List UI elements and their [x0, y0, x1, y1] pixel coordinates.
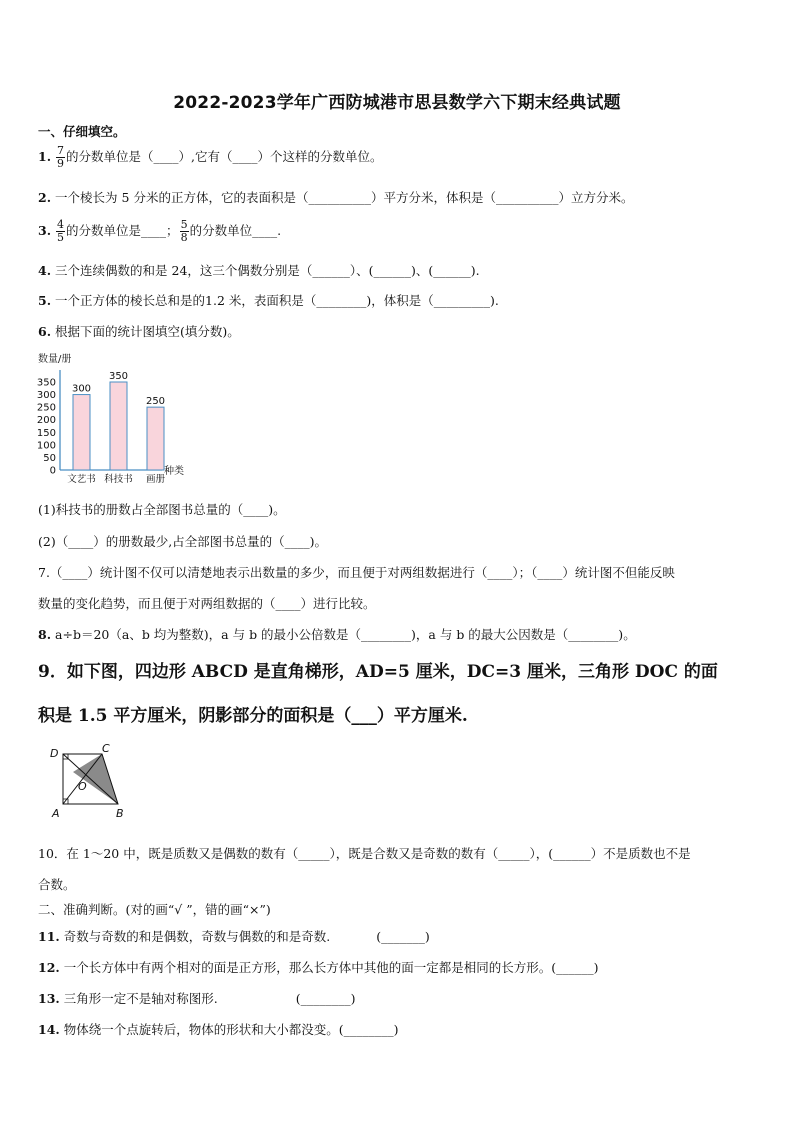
- question-text: 一个棱长为 5 分米的正方体，它的表面积是（__________）平方分米，体积是（__________）立方分米。: [55, 190, 634, 205]
- question-10-line-1: 10．在 1～20 中，既是质数又是偶数的数有（_____），既是合数又是奇数的数有（_____），(______）不是质数也不是: [38, 846, 691, 861]
- trapezoid-figure: [46, 742, 136, 822]
- chart-xlabel: 种类: [164, 466, 184, 477]
- question-9-line-1: 9．如下图，四边形 ABCD 是直角梯形，AD=5 厘米，DC=3 厘米，三角形 DOC 的面: [38, 662, 718, 682]
- y-tick-label: 0: [49, 465, 56, 477]
- bar-1: [73, 395, 90, 470]
- question-text: 奇数与奇数的和是偶数，奇数与偶数的和是奇数.: [63, 929, 331, 944]
- answer-blank: (______): [551, 960, 599, 975]
- y-tick-label: 350: [36, 377, 56, 389]
- y-tick-label: 250: [36, 402, 56, 414]
- question-number: 1.: [38, 149, 52, 164]
- y-tick-label: 100: [36, 440, 56, 452]
- answer-blank: (________): [338, 1022, 399, 1037]
- shaded-triangle: [73, 754, 118, 804]
- question-6: 6. 根据下面的统计图填空(填分数)。: [38, 324, 240, 339]
- question-6-part-2: (2)（____）的册数最少,占全部图书总量的（____)。: [38, 534, 328, 549]
- question-11: 11. 奇数与奇数的和是偶数，奇数与偶数的和是奇数. (_______): [38, 929, 430, 944]
- y-tick-label: 150: [36, 427, 56, 439]
- bar-3: [147, 407, 164, 470]
- question-7-line-1: 7.（____）统计图不仅可以清楚地表示出数量的多少，而且便于对两组数据进行（____）；（____）统计图不但能反映: [38, 565, 675, 580]
- question-text: 根据下面的统计图填空(填分数)。: [55, 324, 240, 339]
- label-o: O: [78, 780, 87, 793]
- bar-chart: [36, 348, 196, 486]
- fraction-7-9: $\frac{7}{9}$: [57, 144, 65, 170]
- question-13: 13. 三角形一定不是轴对称图形. (________): [38, 991, 356, 1006]
- label-b: B: [116, 807, 124, 820]
- label-a: A: [52, 807, 60, 820]
- y-tick-label: 300: [36, 390, 56, 402]
- answer-blank: (________): [295, 991, 356, 1006]
- bar-value-label: 300: [71, 383, 92, 395]
- question-9-line-2: 积是 1.5 平方厘米，阴影部分的面积是（___）平方厘米.: [38, 706, 468, 726]
- chart-ylabel: 数量/册: [38, 354, 72, 365]
- question-text: 三角形一定不是轴对称图形.: [63, 991, 218, 1006]
- question-text: a÷b＝20（a、b 均为整数)，a 与 b 的最小公倍数是（________)，a 与 b 的最大公因数是（________)。: [55, 627, 636, 642]
- answer-blank: (_______): [376, 929, 430, 944]
- question-text: 三个连续偶数的和是 24，这三个偶数分别是（______）、(______)、(______).: [55, 263, 480, 278]
- question-2: 2. 一个棱长为 5 分米的正方体，它的表面积是（__________）平方分米，体积是（__________）立方分米。: [38, 190, 634, 205]
- question-3: 3. $\frac{4}{5}$ 的分数单位是____； $\frac{5}{8}$ 的分数单位____.: [38, 218, 282, 244]
- category-label: 画册: [145, 474, 166, 485]
- category-label: 科技书: [104, 474, 133, 485]
- question-text: 物体绕一个点旋转后，物体的形状和大小都没变。: [63, 1022, 339, 1037]
- bar-2: [110, 382, 127, 470]
- question-7-line-2: 数量的变化趋势，而且便于对两组数据的（____）进行比较。: [38, 596, 376, 611]
- question-5: 5. 一个正方体的棱长总和是的1.2 米，表面积是（________)，体积是（_________).: [38, 293, 499, 308]
- category-label: 文艺书: [67, 474, 96, 485]
- question-text: 一个正方体的棱长总和是的1.2 米，表面积是（________)，体积是（_________).: [55, 293, 499, 308]
- label-d: D: [50, 747, 59, 760]
- question-1: [38, 145, 383, 170]
- bar-value-label: 350: [108, 371, 129, 382]
- fraction-5-8: $\frac{5}{8}$: [180, 218, 188, 244]
- fraction-4-5: $\frac{4}{5}$: [57, 218, 65, 244]
- section-heading-judge: 二、准确判断。(对的画“√ ”，错的画“×”): [38, 902, 271, 917]
- question-14: 14. 物体绕一个点旋转后，物体的形状和大小都没变。(________): [38, 1022, 399, 1037]
- label-c: C: [102, 742, 110, 755]
- question-4: 4. 三个连续偶数的和是 24，这三个偶数分别是（______）、(______)、(______).: [38, 263, 480, 278]
- question-10-line-2: 合数。: [38, 877, 76, 892]
- bar-value-label: 250: [145, 396, 166, 408]
- question-8: 8. a÷b＝20（a、b 均为整数)，a 与 b 的最小公倍数是（________)，a 与 b 的最大公因数是（________)。: [38, 627, 636, 642]
- y-tick-label: 200: [36, 415, 56, 427]
- question-12: 12. 一个长方体中有两个相对的面是正方形，那么长方体中其他的面一定都是相同的长方形。(______): [38, 960, 599, 975]
- section-heading-fill-in: 一、仔细填空。: [38, 124, 126, 139]
- question-text: 一个长方体中有两个相对的面是正方形，那么长方体中其他的面一定都是相同的长方形。: [63, 960, 552, 975]
- y-tick-label: 50: [43, 452, 56, 464]
- question-text: 的分数单位是（____）,它有（____）个这样的分数单位。: [66, 149, 383, 164]
- question-6-part-1: (1)科技书的册数占全部图书总量的（____)。: [38, 502, 286, 517]
- page-title: 2022-2023学年广西防城港市思县数学六下期末经典试题: [173, 93, 621, 113]
